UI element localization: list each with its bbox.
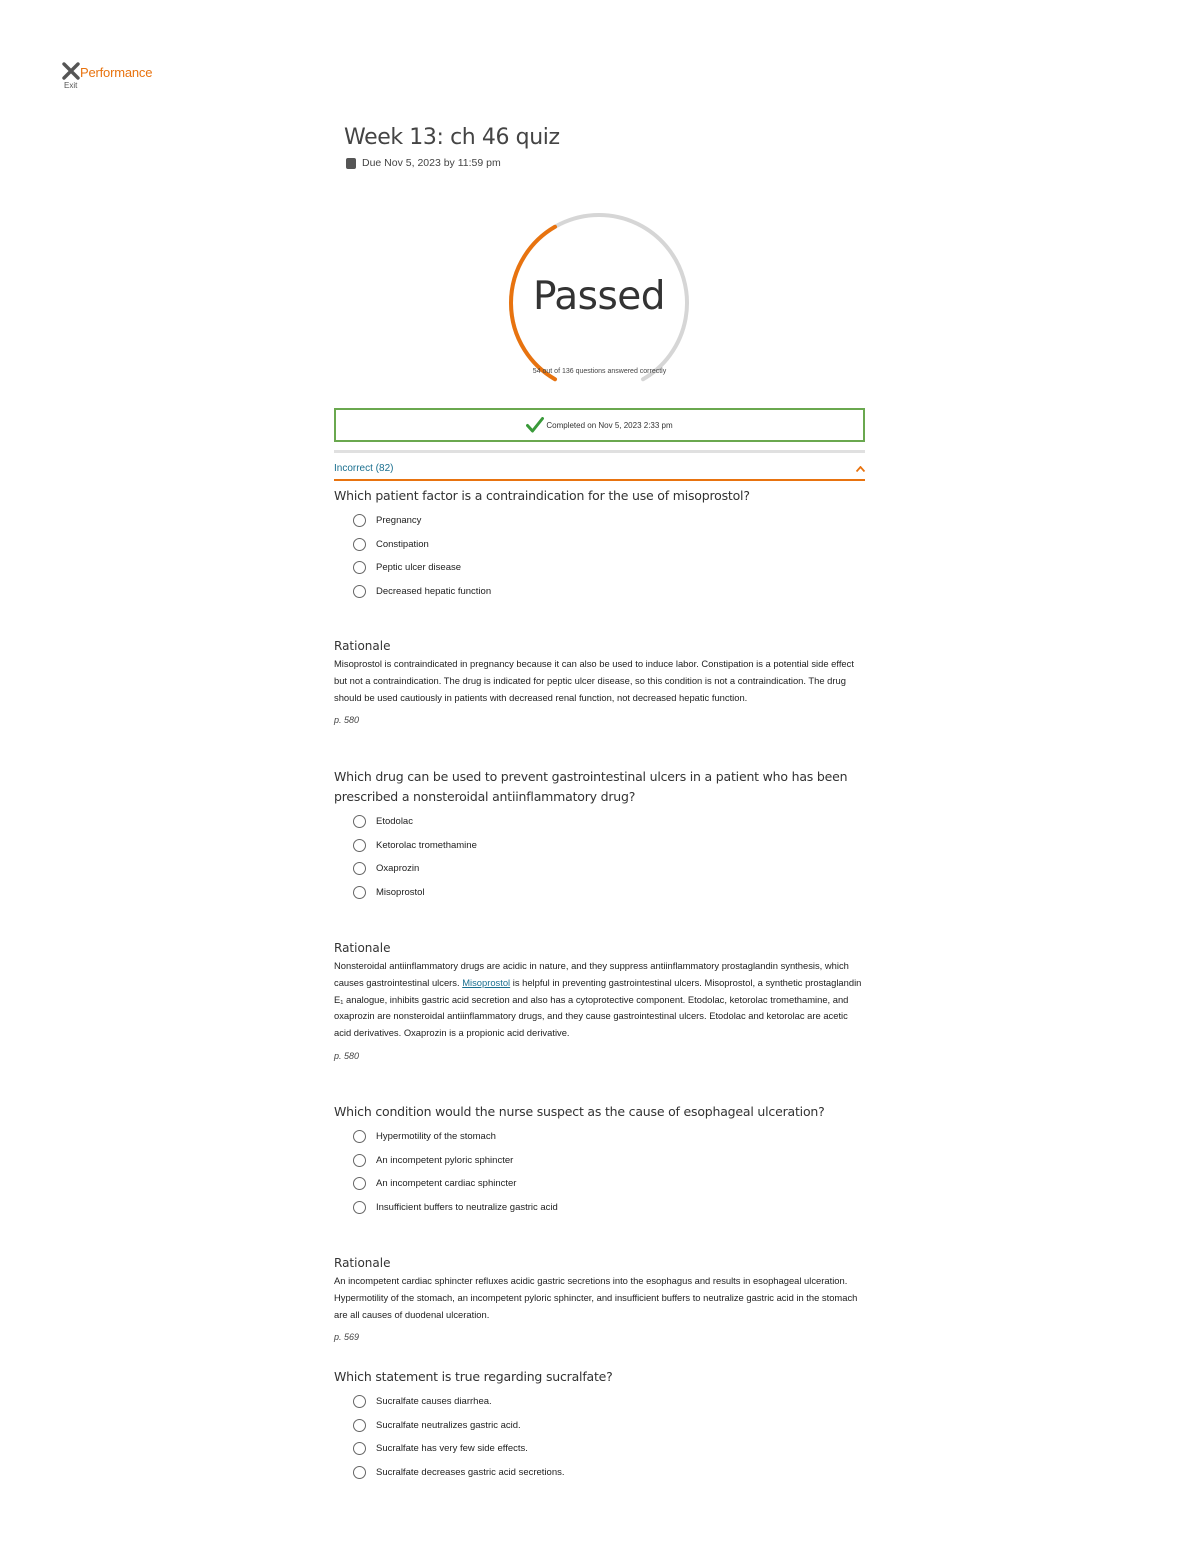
radio-button[interactable] [353,815,366,828]
rationale-title: Rationale [334,1256,391,1270]
checkmark-icon [526,417,544,433]
radio-button[interactable] [353,1442,366,1455]
page-reference: p. 580 [334,715,360,726]
radio-button[interactable] [353,1130,366,1143]
question-text: Which condition would the nurse suspect as the cause of esophageal ulceration? [334,1104,825,1119]
due-date [346,157,501,169]
radio-button[interactable] [353,1154,366,1167]
close-icon[interactable] [62,62,80,80]
radio-button[interactable] [353,1419,366,1432]
radio-button[interactable] [353,886,366,899]
rationale-text: An incompetent cardiac sphincter refluxes acidic gastric secretions into the esophagus and results in esophageal ulceration. Hypermotility of the stomach, an incompetent pyloric sphincter, and insufficient buffers to neutralize gastric acid in the stomach are all causes of duodenal ulceration. [334,1275,858,1320]
answer-option[interactable] [334,1462,865,1486]
answer-option[interactable] [334,534,865,558]
answer-options [334,1126,865,1220]
rationale-text [334,958,865,1042]
option-label[interactable]: Sucralfate decreases gastric acid secretions. [376,1466,565,1478]
answer-option[interactable] [334,811,865,835]
rationale-text: Misoprostol is contraindicated in pregnancy because it can also be used to induce labor. Constipation is a potential side effect but not a contraindication. The drug is indicated for peptic ulcer disease, so this condition is not a contraindication. The drug should be used cautiously in patients with decreased renal function, not decreased hepatic function. [334,658,854,703]
radio-button[interactable] [353,561,366,574]
question-3 [334,1102,865,1220]
answer-option[interactable] [334,1150,865,1174]
option-label[interactable]: Sucralfate neutralizes gastric acid. [376,1419,521,1431]
option-label[interactable]: Sucralfate has very few side effects. [376,1443,528,1454]
misoprostol-link[interactable]: Misoprostol [462,976,511,988]
option-label[interactable]: Ketorolac tromethamine [376,839,477,851]
answer-option[interactable] [334,510,865,534]
option-label[interactable]: Hypermotility of the stomach [376,1131,496,1142]
option-label[interactable]: An incompetent pyloric sphincter [376,1154,514,1166]
radio-button[interactable] [353,538,366,551]
answer-option[interactable] [334,1126,865,1150]
option-label[interactable]: Misoprostol [376,886,425,898]
answer-option[interactable] [334,581,865,605]
calendar-icon [346,158,356,169]
rationale-text-part: is helpful in preventing gastrointestinal ulcers. Misoprostol, a synthetic prostaglandin E₁ analogue, inhibits gastric acid secretion and also has a cytoprotective component. Etodolac, ketorolac tromethamine, and oxaprozin are nonsteroidal antiinflammatory drugs, and they cause gastrointestinal ulcers. Etodolac and ketorolac are acetic acid derivatives. Oxaprozin is a propionic acid derivative. [334,976,862,1039]
page-reference: p. 569 [334,1332,360,1343]
section-label[interactable]: Incorrect (82) [334,463,394,474]
answer-option[interactable] [334,882,865,906]
rationale-3 [334,1256,865,1342]
answer-option[interactable] [334,557,865,581]
radio-button[interactable] [353,839,366,852]
option-label[interactable]: Decreased hepatic function [376,585,492,597]
page-reference: p. 580 [334,1050,360,1061]
radio-button[interactable] [353,1395,366,1408]
question-4 [334,1367,865,1485]
radio-button[interactable] [353,1466,366,1479]
question-text: Which patient factor is a contraindication for the use of misoprostol? [334,488,750,503]
rationale-title: Rationale [334,639,391,653]
option-label[interactable]: Constipation [376,538,429,550]
answer-option[interactable] [334,835,865,859]
answer-option[interactable] [334,1197,865,1221]
answer-option[interactable] [334,1173,865,1197]
question-1 [334,486,865,604]
question-text: Which drug can be used to prevent gastrointestinal ulcers in a patient who has been prescribed a nonsteroidal antiinflammatory drug? [334,769,848,804]
answer-option[interactable] [334,858,865,882]
rationale-text-part: Nonsteroidal antiinflammatory drugs are acidic in nature, and they suppress antiinflammatory prostaglandin synthesis, which causes gastrointestinal ulcers. [334,960,849,988]
option-label[interactable]: Etodolac [376,816,413,827]
answer-options [334,1391,865,1485]
option-label[interactable]: Insufficient buffers to neutralize gastric acid [376,1201,558,1213]
chevron-up-icon[interactable] [856,466,865,472]
answer-option[interactable] [334,1438,865,1462]
option-label[interactable]: Peptic ulcer disease [376,562,462,573]
divider [334,450,865,453]
answer-option[interactable] [334,1391,865,1415]
radio-button[interactable] [353,1201,366,1214]
option-label[interactable]: An incompetent cardiac sphincter [376,1178,517,1189]
pass-status: Passed [532,274,666,319]
page-title: Week 13: ch 46 quiz [344,125,560,150]
completed-banner [334,408,865,442]
rationale-1 [334,639,865,725]
question-2 [334,767,865,905]
due-date-text: Due Nov 5, 2023 by 11:59 pm [362,157,501,169]
rationale-2 [334,941,865,1061]
answer-options [334,811,865,905]
rationale-title: Rationale [334,941,391,955]
radio-button[interactable] [353,585,366,598]
performance-label: Performance [80,65,153,80]
question-text: Which statement is true regarding sucralfate? [334,1369,613,1384]
option-label[interactable]: Oxaprozin [376,863,420,874]
completed-text: Completed on Nov 5, 2023 2:33 pm [546,420,673,430]
score-summary: 54 out of 136 questions answered correctly [532,368,667,375]
option-label[interactable]: Pregnancy [376,515,422,526]
radio-button[interactable] [353,514,366,527]
answer-options [334,510,865,604]
exit-label[interactable]: Exit [64,81,78,90]
section-header-incorrect[interactable] [334,463,865,481]
radio-button[interactable] [353,862,366,875]
answer-option[interactable] [334,1415,865,1439]
radio-button[interactable] [353,1177,366,1190]
top-bar [62,62,262,96]
option-label[interactable]: Sucralfate causes diarrhea. [376,1396,492,1407]
